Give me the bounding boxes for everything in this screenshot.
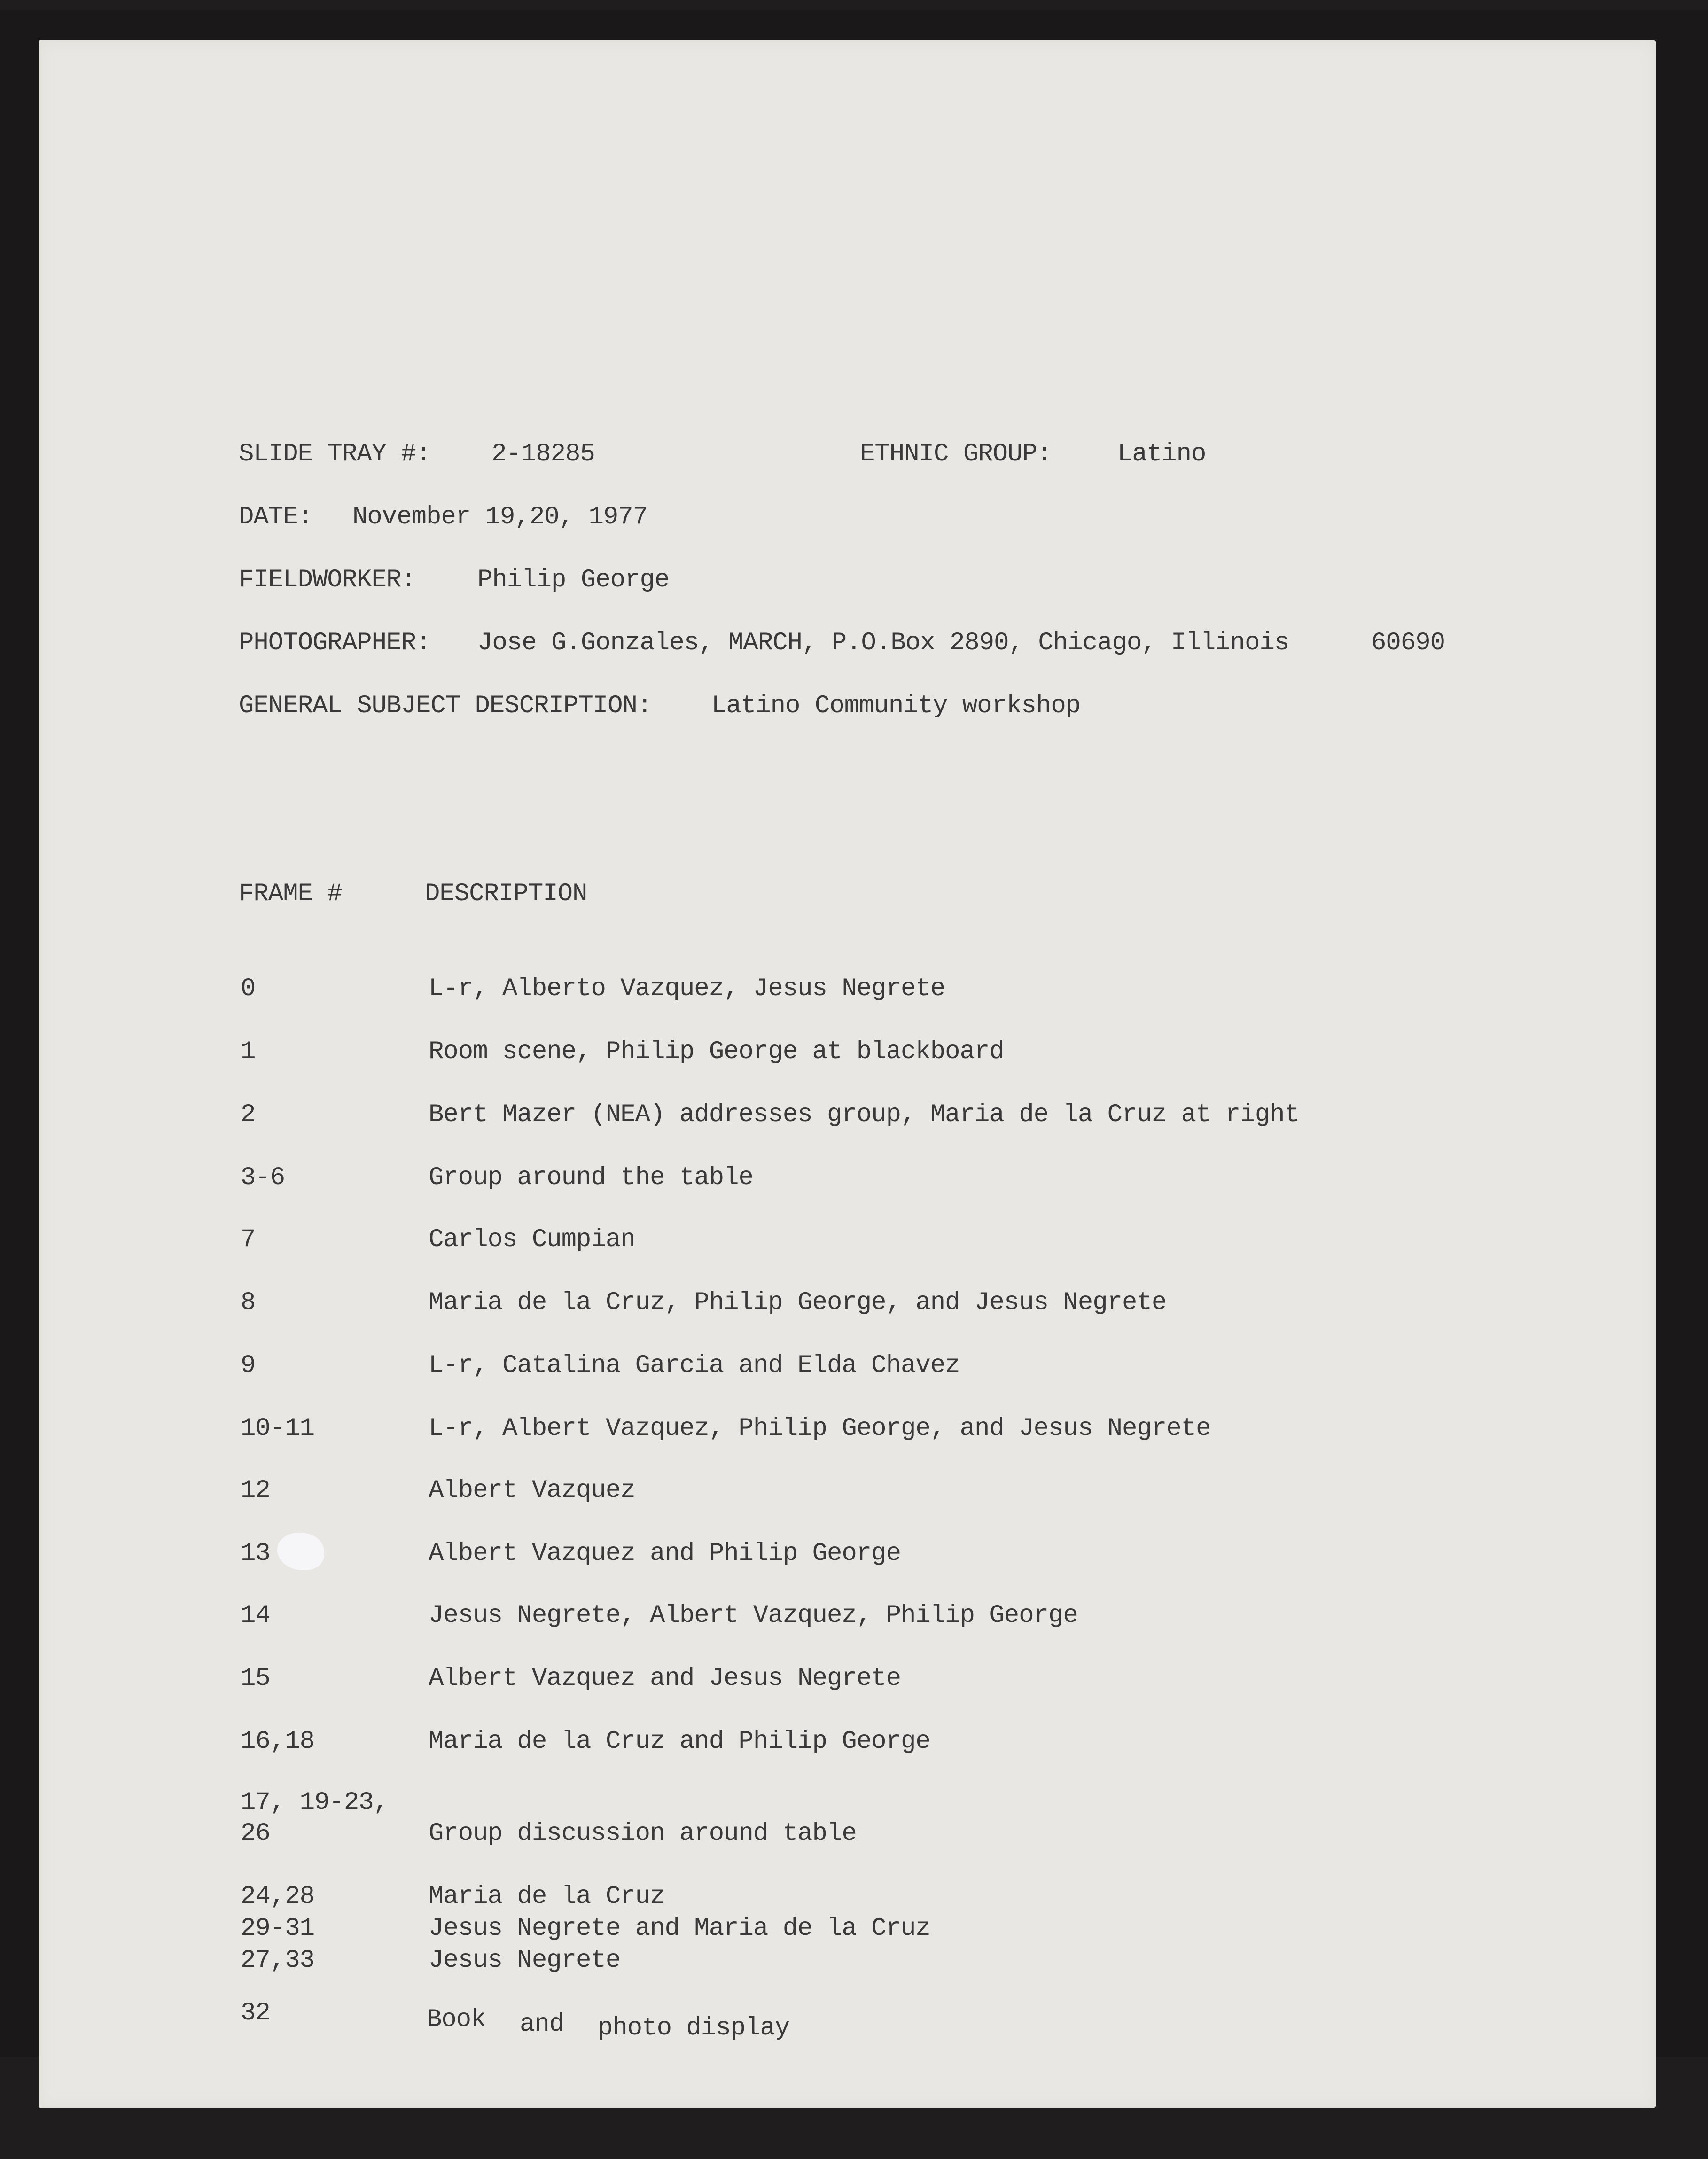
photographer-zip: 60690	[1371, 629, 1445, 657]
frame-number: 7	[241, 1225, 256, 1254]
frame-number: 14	[241, 1601, 270, 1630]
general-subject-label: GENERAL SUBJECT DESCRIPTION:	[239, 692, 652, 720]
frame-description: Group around the table	[429, 1163, 753, 1192]
fieldworker-value: Philip George	[477, 566, 670, 594]
frame-number: 2	[241, 1100, 256, 1129]
date-value: November 19,20, 1977	[352, 503, 648, 531]
frame-number: 10-11	[241, 1414, 315, 1443]
frame-description: Albert Vazquez	[429, 1476, 635, 1505]
frame-description: Carlos Cumpian	[429, 1225, 635, 1254]
date-label: DATE:	[239, 503, 313, 531]
slide-tray-value: 2-18285	[491, 440, 595, 468]
frame-number: 15	[241, 1664, 270, 1693]
photographer-label: PHOTOGRAPHER:	[239, 629, 431, 657]
frame-number: 1	[241, 1037, 256, 1066]
frame-description: Albert Vazquez and Philip George	[429, 1539, 901, 1568]
slide-tray-label: SLIDE TRAY #:	[239, 440, 431, 468]
frame-number: 24,28	[241, 1882, 315, 1911]
frame-description-part: photo display	[598, 2014, 790, 2042]
frame-description: Group discussion around table	[429, 1819, 857, 1848]
frame-description: L-r, Alberto Vazquez, Jesus Negrete	[429, 974, 945, 1003]
frame-description: Jesus Negrete and Maria de la Cruz	[429, 1914, 930, 1943]
ethnic-group-value: Latino	[1117, 440, 1206, 468]
frame-number: 9	[241, 1351, 256, 1380]
frame-number: 32	[241, 1999, 270, 2027]
frame-description-part: Book	[427, 2005, 486, 2034]
frame-number: 8	[241, 1288, 256, 1317]
frame-description: L-r, Catalina Garcia and Elda Chavez	[429, 1351, 960, 1380]
general-subject-value: Latino Community workshop	[711, 692, 1081, 720]
frame-number: 27,33	[241, 1946, 315, 1975]
frame-description-part: and	[520, 2010, 564, 2039]
frame-description: Jesus Negrete, Albert Vazquez, Philip George	[429, 1601, 1078, 1630]
frame-number: 13	[241, 1539, 270, 1568]
frame-description: Albert Vazquez and Jesus Negrete	[429, 1664, 901, 1693]
frame-number: 0	[241, 974, 256, 1003]
frame-description: Maria de la Cruz	[429, 1882, 665, 1911]
frame-number: 12	[241, 1476, 270, 1505]
frame-description: Maria de la Cruz, Philip George, and Jesus Negrete	[429, 1288, 1167, 1317]
frame-number: 16,18	[241, 1727, 315, 1756]
ethnic-group-label: ETHNIC GROUP:	[860, 440, 1052, 468]
frame-number: 29-31	[241, 1914, 315, 1943]
column-header-description: DESCRIPTION	[425, 880, 587, 908]
frame-number-line1: 17, 19-23,	[241, 1788, 389, 1817]
photographer-value: Jose G.Gonzales, MARCH, P.O.Box 2890, Chicago, Illinois	[477, 629, 1289, 657]
frame-description: Jesus Negrete	[429, 1946, 621, 1975]
frame-description: Maria de la Cruz and Philip George	[429, 1727, 930, 1756]
frame-number: 26	[241, 1819, 270, 1848]
frame-description: L-r, Albert Vazquez, Philip George, and Jesus Negrete	[429, 1414, 1211, 1443]
frame-description: Bert Mazer (NEA) addresses group, Maria de la Cruz at right	[429, 1100, 1299, 1129]
frame-number: 3-6	[241, 1163, 285, 1192]
fieldworker-label: FIELDWORKER:	[239, 566, 416, 594]
column-header-frame: FRAME #	[239, 880, 342, 908]
frame-description: Room scene, Philip George at blackboard	[429, 1037, 1004, 1066]
